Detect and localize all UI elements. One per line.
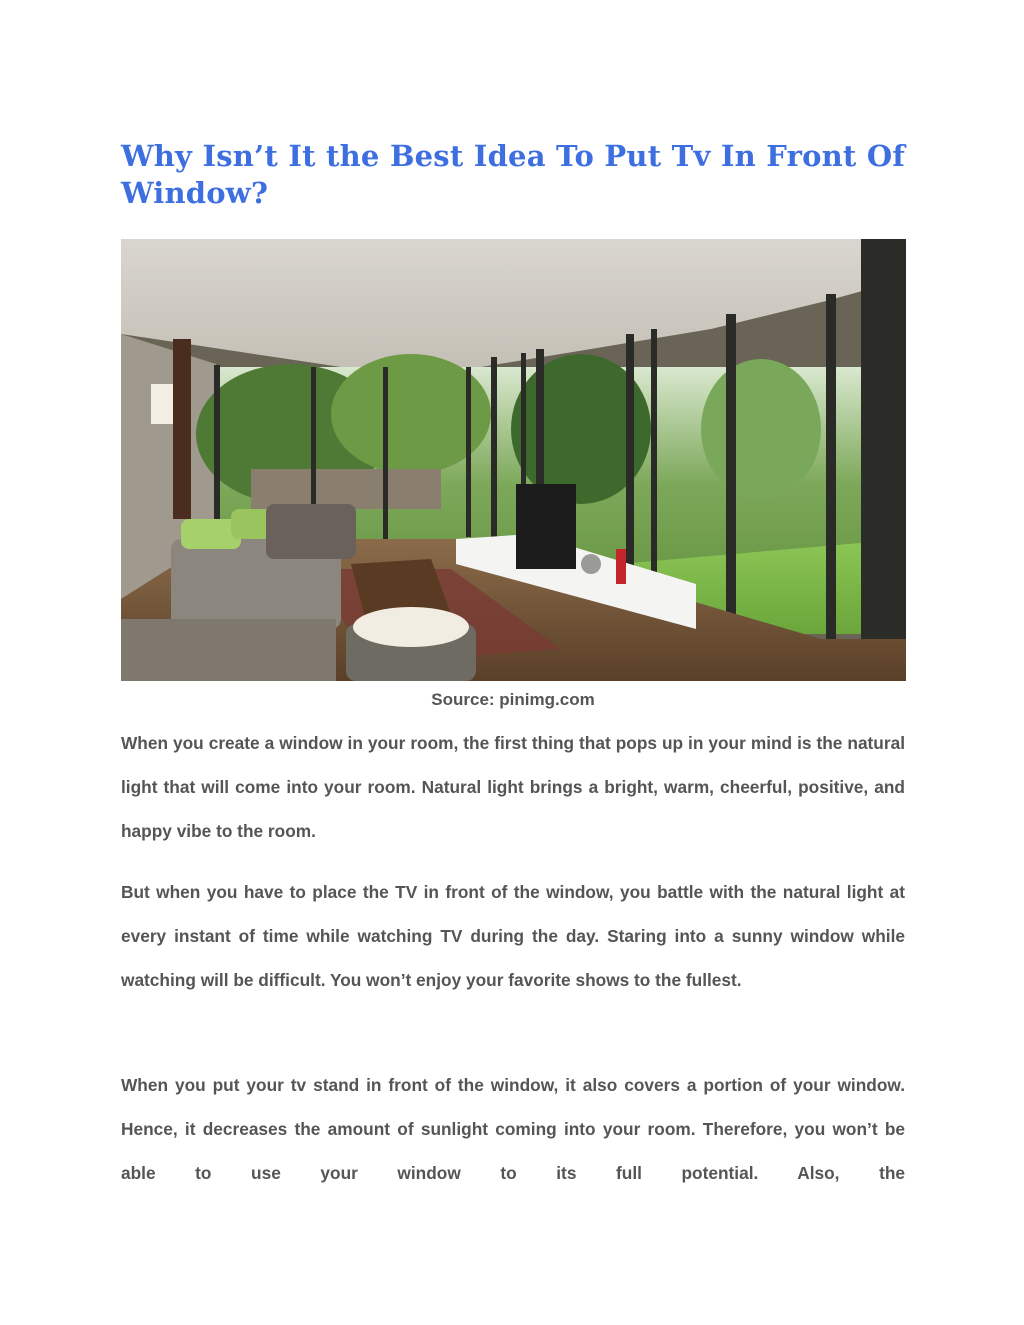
paragraph-2: But when you have to place the TV in front of the window, you battle with the natural light at every instant of time while watching TV during the day. Staring into a sunny window while watching will be difficult. You won’t enjoy your favorite shows to the fullest.: [121, 882, 905, 990]
paragraph-1: When you create a window in your room, the first thing that pops up in your mind is the natural light that will come into your room. Natural light brings a bright, warm, cheerful, positive, and happy vibe to the room.: [121, 733, 905, 841]
document-page: [121, 0, 905, 1325]
paragraph-3: When you put your tv stand in front of the window, it also covers a portion of your window. Hence, it decreases the amount of sunlight coming into your room. Therefore, you won’t be able to use your window to its full potential. Also, the: [121, 1075, 905, 1183]
living-room-photo: [121, 239, 906, 681]
article-title: Why Isn’t It the Best Idea To Put Tv In Front Of Window?: [121, 139, 905, 210]
image-caption: Source: pinimg.com: [431, 690, 595, 709]
